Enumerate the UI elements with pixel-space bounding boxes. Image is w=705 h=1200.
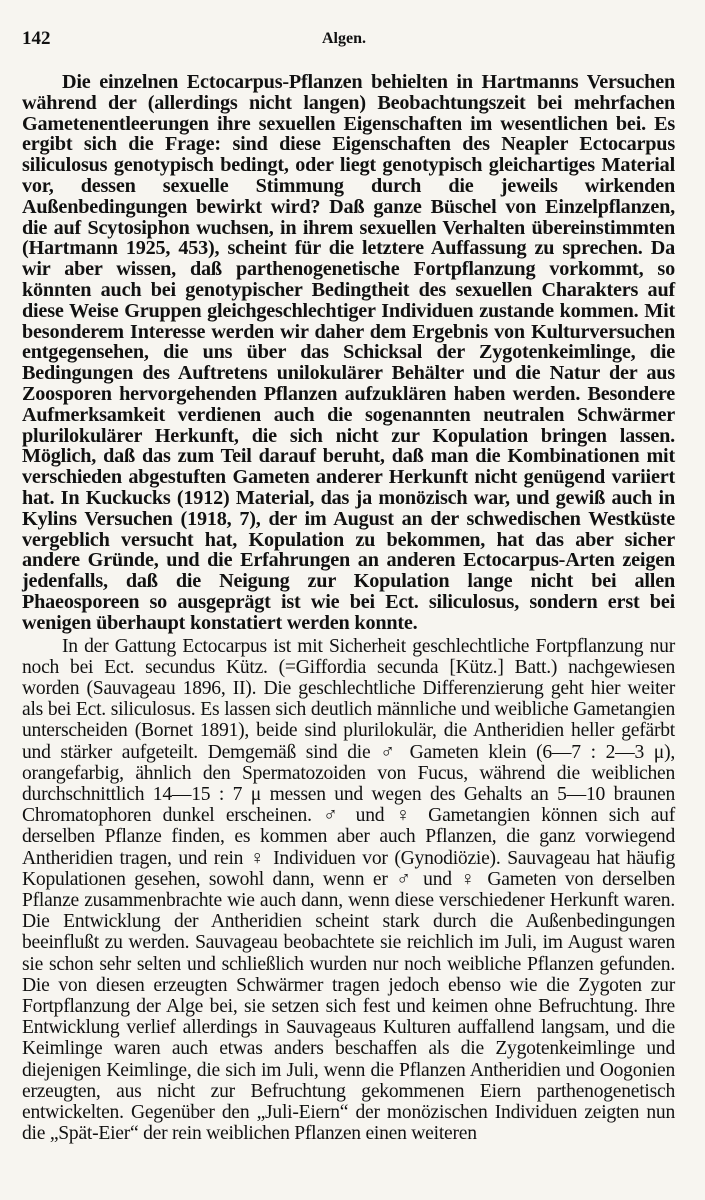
running-head: Algen. bbox=[322, 30, 366, 47]
paragraph: In der Gattung Ectocarpus ist mit Sicherheit geschlechtliche Fortpflanzung nur noch bei Ect. secundus Kütz. (=Giffordia secunda [Kütz.] Batt.) nachgewiesen worden (Sauvageau 1896, II). Die geschlechtliche Differenzierung geht hier weiter als bei Ect. siliculosus. Es lassen sich deutlich männliche und weibliche Gametangien unterscheiden (Bornet 1891), beide sind plurilokulär, die Antheridien heller gefärbt und stärker aufgeteilt. Demgemäß sind die ♂ Gameten klein (6—7 : 2—3 μ), orangefarbig, ähnlich den Spermatozoiden von Fucus, während die weiblichen durchschnittlich 14—15 : 7 μ messen und wegen des Gehalts an 5—10 braunen Chromatophoren dunkel erscheinen. ♂ und ♀ Gametangien können sich auf derselben Pflanze finden, es kommen aber auch Pflanzen, die ganz vorwiegend Antheridien tragen, und rein ♀ Individuen vor (Gynodiözie). Sauvageau hat häufig Kopulationen gesehen, sowohl dann, wenn er ♂ und ♀ Gameten von derselben Pflanze zusammenbrachte wie auch dann, wenn diese verschiedener Herkunft waren. Die Entwicklung der Antheridien scheint stark durch die Außenbedingungen beeinflußt zu werden. Sauvageau beobachtete sie reichlich im Juli, im August waren sie schon sehr selten und schließlich wurden nur noch weibliche Pflanzen gefunden. Die von diesen erzeugten Schwärmer tragen jedoch ebenso wie die Zygoten zur Fortpflanzung der Alge bei, sie setzen sich fest und keimen ohne Befruchtung. Ihre Entwicklung verlief allerdings in Sauvageaus Kulturen auffallend langsam, und die Keimlinge waren auch etwas anders beschaffen als die Zygotenkeimlinge und diejenigen Keimlinge, die sich im Juli, wenn die Pflanzen Antheridien und Oogonien erzeugten, aus nicht zur Befruchtung gekommenen Eiern parthenogenetisch entwickelten. Gegenüber den „Juli-Eiern“ der monözischen Individuen zeigten nun die „Spät-Eier“ der rein weiblichen Pflanzen einen weiteren bbox=[22, 635, 675, 1145]
body-text bbox=[22, 72, 675, 1144]
page-header bbox=[22, 28, 675, 72]
paragraph: Die einzelnen Ectocarpus-Pflanzen behielten in Hartmanns Versuchen während der (allerdings nicht langen) Beobachtungszeit bei mehrfachen Gametenentleerungen ihre sexuellen Eigenschaften im wesentlichen bei. Es ergibt sich die Frage: sind diese Eigenschaften des Neapler Ectocarpus siliculosus genotypisch bedingt, oder liegt genotypisch gleichartiges Material vor, dessen sexuelle Stimmung durch die jeweils wirkenden Außenbedingungen bewirkt wird? Daß ganze Büschel von Einzelpflanzen, die auf Scytosiphon wuchsen, in ihrem sexuellen Verhalten übereinstimmten (Hartmann 1925, 453), scheint für die letztere Auffassung zu sprechen. Da wir aber wissen, daß parthenogenetische Fortpflanzung vorkommt, so könnten auch bei genotypischer Bedingtheit des sexuellen Charakters auf diese Weise Gruppen gleichgeschlechtiger Individuen zustande kommen. Mit besonderem Interesse werden wir daher dem Ergebnis von Kulturversuchen entgegensehen, die uns über das Schicksal der Zygotenkeimlinge, die Bedingungen des Auftretens unilokulärer Behälter und die Natur der aus Zoosporen hervorgehenden Pflanzen aufzuklären haben werden. Besondere Aufmerksamkeit verdienen auch die sogenannten neutralen Schwärmer plurilokulärer Herkunft, die sich nicht zur Kopulation bringen lassen. Möglich, daß das zum Teil darauf beruht, daß man die Kombinationen mit verschieden abgestuften Gameten anderer Herkunft nicht genügend variiert hat. In Kuckucks (1912) Material, das ja monözisch war, und gewiß auch in Kylins Versuchen (1918, 7), der im August an der schwedischen Westküste vergeblich versucht hat, Kopulation zu bekommen, hat das aber sicher andere Gründe, und die Erfahrungen an anderen Ectocarpus-Arten zeigen jedenfalls, daß die Neigung zur Kopulation lange nicht bei allen Phaeosporeen so ausgeprägt ist wie bei Ect. siliculosus, sondern erst bei wenigen überhaupt konstatiert werden konnte. bbox=[22, 71, 675, 634]
page-number: 142 bbox=[22, 28, 51, 49]
